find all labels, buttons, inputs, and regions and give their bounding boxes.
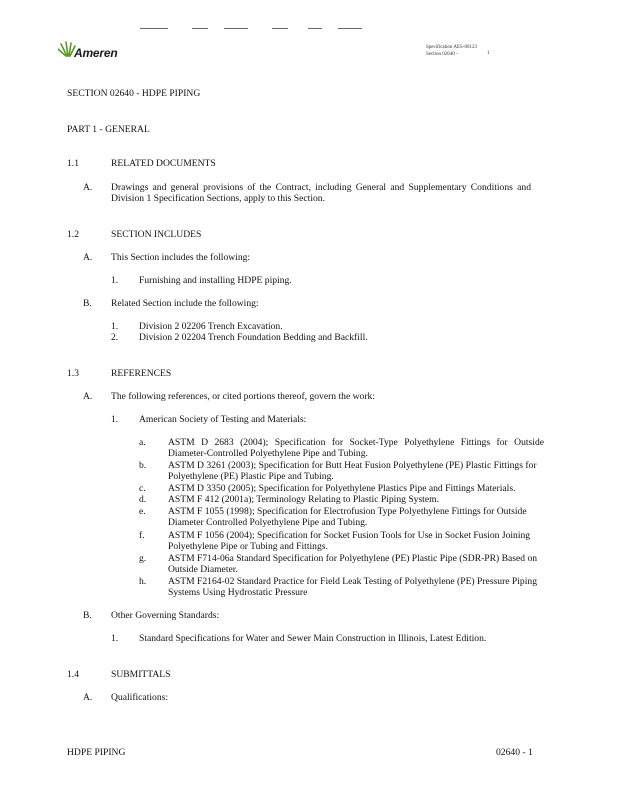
paragraph: Other Governing Standards: — [111, 610, 220, 621]
item-label: B. — [83, 610, 92, 621]
ref-label: d. — [139, 494, 147, 505]
list-item: Division 2 02206 Trench Excavation. — [139, 321, 283, 332]
ref-text: ASTM F 1056 (2004); Specification for Socket Fusion Tools for Use in Socket Fusion Joining Polyethylene Pipe or Tubing and Fittings. — [168, 530, 531, 552]
item-number: 2. — [111, 332, 119, 343]
spec-reference — [426, 44, 477, 58]
ref-text: ASTM F2164-02 Standard Practice for Field Leak Testing of Polyethylene (PE) Pressure Piping Systems Using Hydrostatic Pressure — [168, 576, 537, 598]
header-page-mark: 1 — [487, 51, 490, 56]
paragraph: The following references, or cited portions thereof, govern the work: — [111, 391, 376, 402]
item-label: A. — [83, 391, 93, 402]
section-title: SECTION 02640 - HDPE PIPING — [67, 88, 201, 99]
ref-label: h. — [139, 576, 147, 587]
section-number: 1.2 — [67, 229, 79, 240]
part-heading: PART 1 - GENERAL — [67, 124, 150, 135]
section-heading: RELATED DOCUMENTS — [111, 158, 216, 169]
item-label: A. — [83, 182, 93, 193]
ref-text: ASTM F 1055 (1998); Specification for Electrofusion Type Polyethylene Fittings for Outside Diameter Controlled Polyethylene Pipe and Tubing. — [168, 506, 527, 528]
spec-line-2: Section 02640 - — [426, 52, 458, 57]
ref-label: e. — [139, 506, 146, 517]
ref-label: a. — [139, 437, 146, 448]
ref-label: f. — [139, 530, 145, 541]
item-label: A. — [83, 252, 93, 263]
ref-text: ASTM D 2683 (2004); Specification for Socket-Type Polyethylene Fittings for Outside Diameter-Controlled Polyethylene Pipe and Tubing. — [168, 437, 544, 459]
ref-text: ASTM F 412 (2001a); Terminology Relating to Plastic Piping System. — [168, 494, 439, 505]
paragraph: Drawings and general provisions of the Contract, including General and Supplementary Conditions and Division 1 Specification Sections, apply to this Section. — [111, 182, 531, 204]
spec-line-1: Specification AES-00123 — [426, 45, 477, 50]
item-number: 1. — [111, 633, 119, 644]
section-heading: SECTION INCLUDES — [111, 229, 202, 240]
footer-title: HDPE PIPING — [67, 747, 126, 758]
item-label: A. — [83, 692, 93, 703]
list-item: American Society of Testing and Materials: — [139, 414, 307, 425]
ref-text: ASTM F714-06a Standard Specification for Polyethylene (PE) Plastic Pipe (SDR-PR) Based on Outside Diameter. — [168, 553, 538, 575]
ameren-logo — [58, 40, 148, 64]
footer-page-number: 02640 - 1 — [496, 747, 533, 758]
section-heading: REFERENCES — [111, 368, 172, 379]
ref-text: ASTM D 3261 (2003); Specification for Butt Heat Fusion Polyethylene (PE) Plastic Fittings for Polyethylene (PE) Plastic Pipe and Tubing. — [168, 460, 537, 482]
logo-wordmark: Ameren — [74, 46, 118, 60]
item-number: 1. — [111, 321, 119, 332]
paragraph: This Section includes the following: — [111, 252, 251, 263]
ref-label: g. — [139, 553, 147, 564]
paragraph: Related Section include the following: — [111, 298, 259, 309]
paragraph: Qualifications: — [111, 692, 169, 703]
item-number: 1. — [111, 275, 119, 286]
list-item: Standard Specifications for Water and Sewer Main Construction in Illinois, Latest Edition. — [139, 633, 487, 644]
section-number: 1.1 — [67, 158, 79, 169]
ref-label: c. — [139, 483, 146, 494]
section-number: 1.4 — [67, 669, 79, 680]
list-item: Furnishing and installing HDPE piping. — [139, 275, 292, 286]
section-heading: SUBMITTALS — [111, 669, 171, 680]
item-label: B. — [83, 298, 92, 309]
item-number: 1. — [111, 414, 119, 425]
ref-text: ASTM D 3350 (2005); Specification for Polyethylene Plastics Pipe and Fittings Materials. — [168, 483, 516, 494]
section-number: 1.3 — [67, 368, 79, 379]
ref-label: b. — [139, 460, 147, 471]
list-item: Division 2 02204 Trench Foundation Bedding and Backfill. — [139, 332, 368, 343]
